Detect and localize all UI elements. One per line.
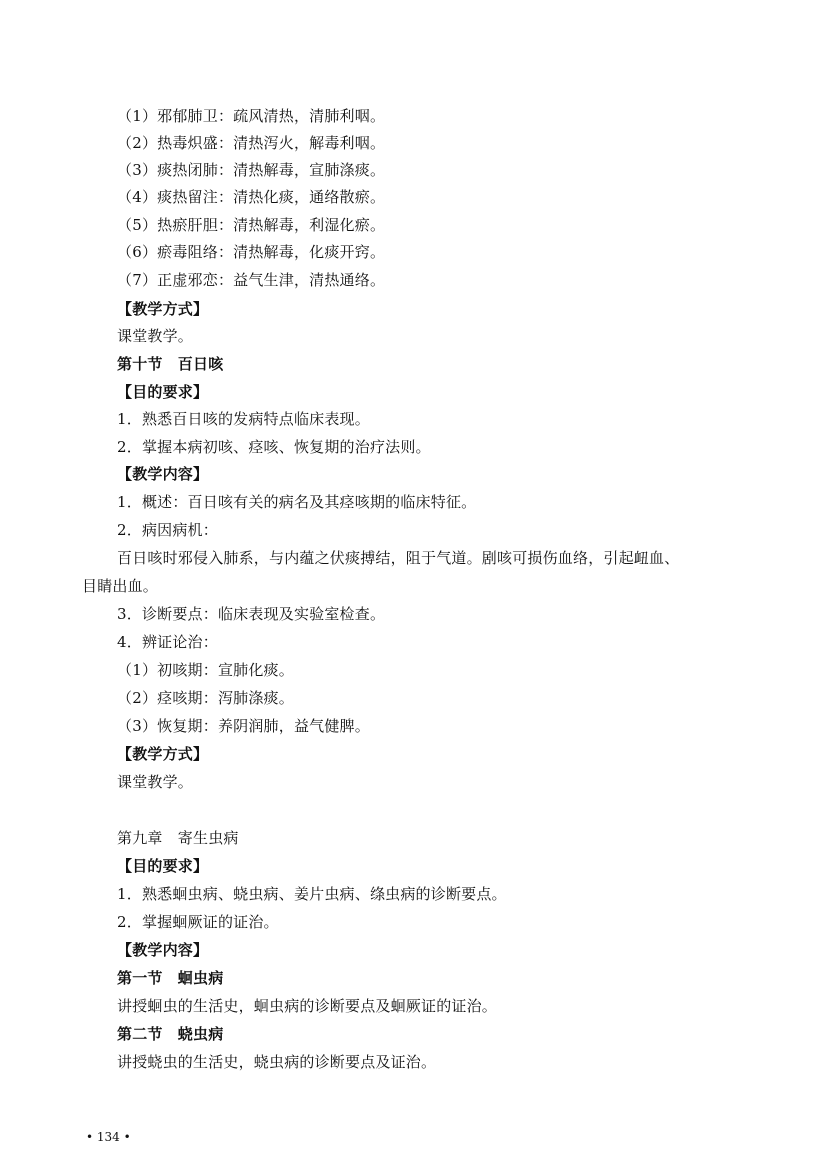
section-heading: 【教学方式】 — [117, 300, 209, 318]
section-title: 第十节 百日咳 — [117, 355, 224, 373]
section-title: 第一节 蛔虫病 — [117, 969, 224, 987]
text-line: 1．概述：百日咳有关的病名及其痉咳期的临床特征。 — [117, 493, 477, 511]
text-line: （1）初咳期：宣肺化痰。 — [117, 661, 294, 679]
text-line: 课堂教学。 — [117, 773, 194, 791]
text-line: 2．掌握蛔厥证的证治。 — [117, 913, 279, 931]
text-line: （7）正虚邪恋：益气生津，清热通络。 — [117, 271, 386, 289]
text-line: 讲授蛔虫的生活史，蛔虫病的诊断要点及蛔厥证的证治。 — [117, 997, 498, 1015]
section-heading: 【目的要求】 — [117, 857, 209, 875]
text-line: （2）热毒炽盛：清热泻火，解毒利咽。 — [117, 134, 386, 152]
text-line: 2．病因病机： — [117, 521, 218, 539]
text-line: （3）痰热闭肺：清热解毒，宣肺涤痰。 — [117, 161, 386, 179]
text-line: （1）邪郁肺卫：疏风清热，清肺利咽。 — [117, 107, 386, 125]
section-heading: 【教学内容】 — [117, 465, 209, 483]
text-line: （3）恢复期：养阴润肺，益气健脾。 — [117, 717, 370, 735]
text-line: 1．熟悉百日咳的发病特点临床表现。 — [117, 410, 370, 428]
text-line: 2．掌握本病初咳、痉咳、恢复期的治疗法则。 — [117, 438, 431, 456]
text-line: 3．诊断要点：临床表现及实验室检查。 — [117, 605, 386, 623]
paragraph-line: 目睛出血。 — [82, 577, 159, 595]
section-heading: 【教学方式】 — [117, 745, 209, 763]
paragraph-line: 百日咳时邪侵入肺系，与内蕴之伏痰搏结，阻于气道。剧咳可损伤血络，引起衄血、 — [117, 549, 680, 567]
page-number: • 134 • — [86, 1130, 131, 1144]
text-line: （4）痰热留注：清热化痰，通络散瘀。 — [117, 188, 386, 206]
text-line: 4．辨证论治： — [117, 633, 218, 651]
section-heading: 【教学内容】 — [117, 941, 209, 959]
text-line: （5）热瘀肝胆：清热解毒，利湿化瘀。 — [117, 216, 386, 234]
text-line: 讲授蛲虫的生活史，蛲虫病的诊断要点及证治。 — [117, 1053, 437, 1071]
text-line: （6）瘀毒阻络：清热解毒，化痰开窍。 — [117, 243, 386, 261]
chapter-title: 第九章 寄生虫病 — [117, 829, 239, 847]
text-line: （2）痉咳期：泻肺涤痰。 — [117, 689, 294, 707]
section-title: 第二节 蛲虫病 — [117, 1025, 224, 1043]
text-line: 课堂教学。 — [117, 327, 194, 345]
section-heading: 【目的要求】 — [117, 383, 209, 401]
text-line: 1．熟悉蛔虫病、蛲虫病、姜片虫病、绦虫病的诊断要点。 — [117, 885, 507, 903]
